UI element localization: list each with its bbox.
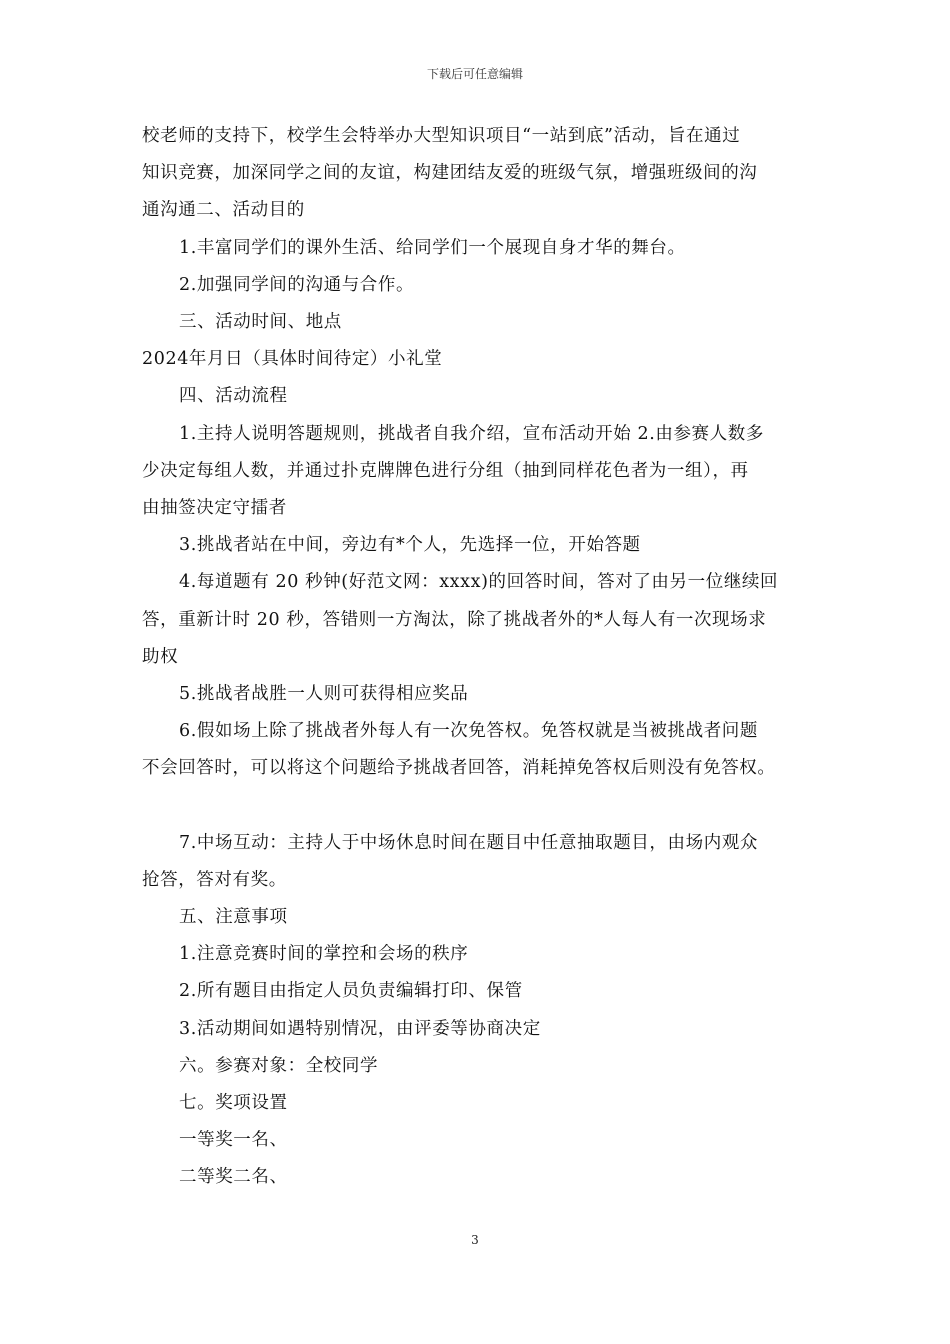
- paragraph-line: 不会回答时，可以将这个问题给予挑战者回答，消耗掉免答权后则没有免答权。: [142, 758, 776, 779]
- paragraph-line: 助权: [142, 646, 179, 667]
- paragraph-line: 答，重新计时 20 秒，答错则一方淘汰，除了挑战者外的*人每人有一次现场求: [142, 609, 767, 630]
- section-heading: 七。奖项设置: [179, 1093, 288, 1114]
- list-item: 1.主持人说明答题规则，挑战者自我介绍，宣布活动开始 2.由参赛人数多: [179, 423, 764, 444]
- section-heading: 五、注意事项: [179, 907, 288, 928]
- section-heading: 三、活动时间、地点: [179, 312, 342, 333]
- document-body: [142, 118, 822, 1197]
- list-item: 1.注意竞赛时间的掌控和会场的秩序: [179, 944, 469, 965]
- list-item: 4.每道题有 20 秒钟(好范文网：xxxx)的回答时间，答对了由另一位继续回: [179, 572, 779, 593]
- paragraph-line: 2024年月日（具体时间待定）小礼堂: [142, 349, 443, 370]
- list-item: 3.活动期间如遇特别情况，由评委等协商决定: [179, 1018, 541, 1039]
- list-item: 5.挑战者战胜一人则可获得相应奖品: [179, 684, 469, 705]
- list-item: 2.加强同学间的沟通与合作。: [179, 274, 415, 295]
- paragraph-line: 少决定每组人数，并通过扑克牌牌色进行分组（抽到同样花色者为一组），再: [142, 460, 749, 481]
- list-item: 2.所有题目由指定人员负责编辑打印、保管: [179, 981, 523, 1002]
- section-heading: 六。参赛对象：全校同学: [179, 1055, 379, 1076]
- section-heading: 四、活动流程: [179, 386, 288, 407]
- page-header: 下载后可任意编辑: [426, 67, 523, 81]
- page-number: 3: [471, 1233, 479, 1247]
- paragraph-line: 知识竞赛，加深同学之间的友谊，构建团结友爱的班级气氛，增强班级间的沟: [142, 163, 758, 184]
- blank-line: [142, 788, 822, 825]
- paragraph-line: 由抽签决定守擂者: [142, 498, 287, 519]
- list-item: 6.假如场上除了挑战者外每人有一次免答权。免答权就是当被挑战者问题: [179, 721, 758, 742]
- paragraph-line: 抢答，答对有奖。: [142, 869, 287, 890]
- list-item: 1.丰富同学们的课外生活、给同学们一个展现自身才华的舞台。: [179, 237, 686, 258]
- paragraph-line: 通沟通二、活动目的: [142, 200, 305, 221]
- paragraph-line: 校老师的支持下，校学生会特举办大型知识项目“一站到底”活动，旨在通过: [142, 126, 741, 146]
- list-item: 一等奖一名、: [179, 1130, 288, 1151]
- list-item: 二等奖二名、: [179, 1167, 288, 1188]
- list-item: 3.挑战者站在中间，旁边有*个人，先选择一位，开始答题: [179, 535, 641, 556]
- list-item: 7.中场互动：主持人于中场休息时间在题目中任意抽取题目，由场内观众: [179, 832, 758, 853]
